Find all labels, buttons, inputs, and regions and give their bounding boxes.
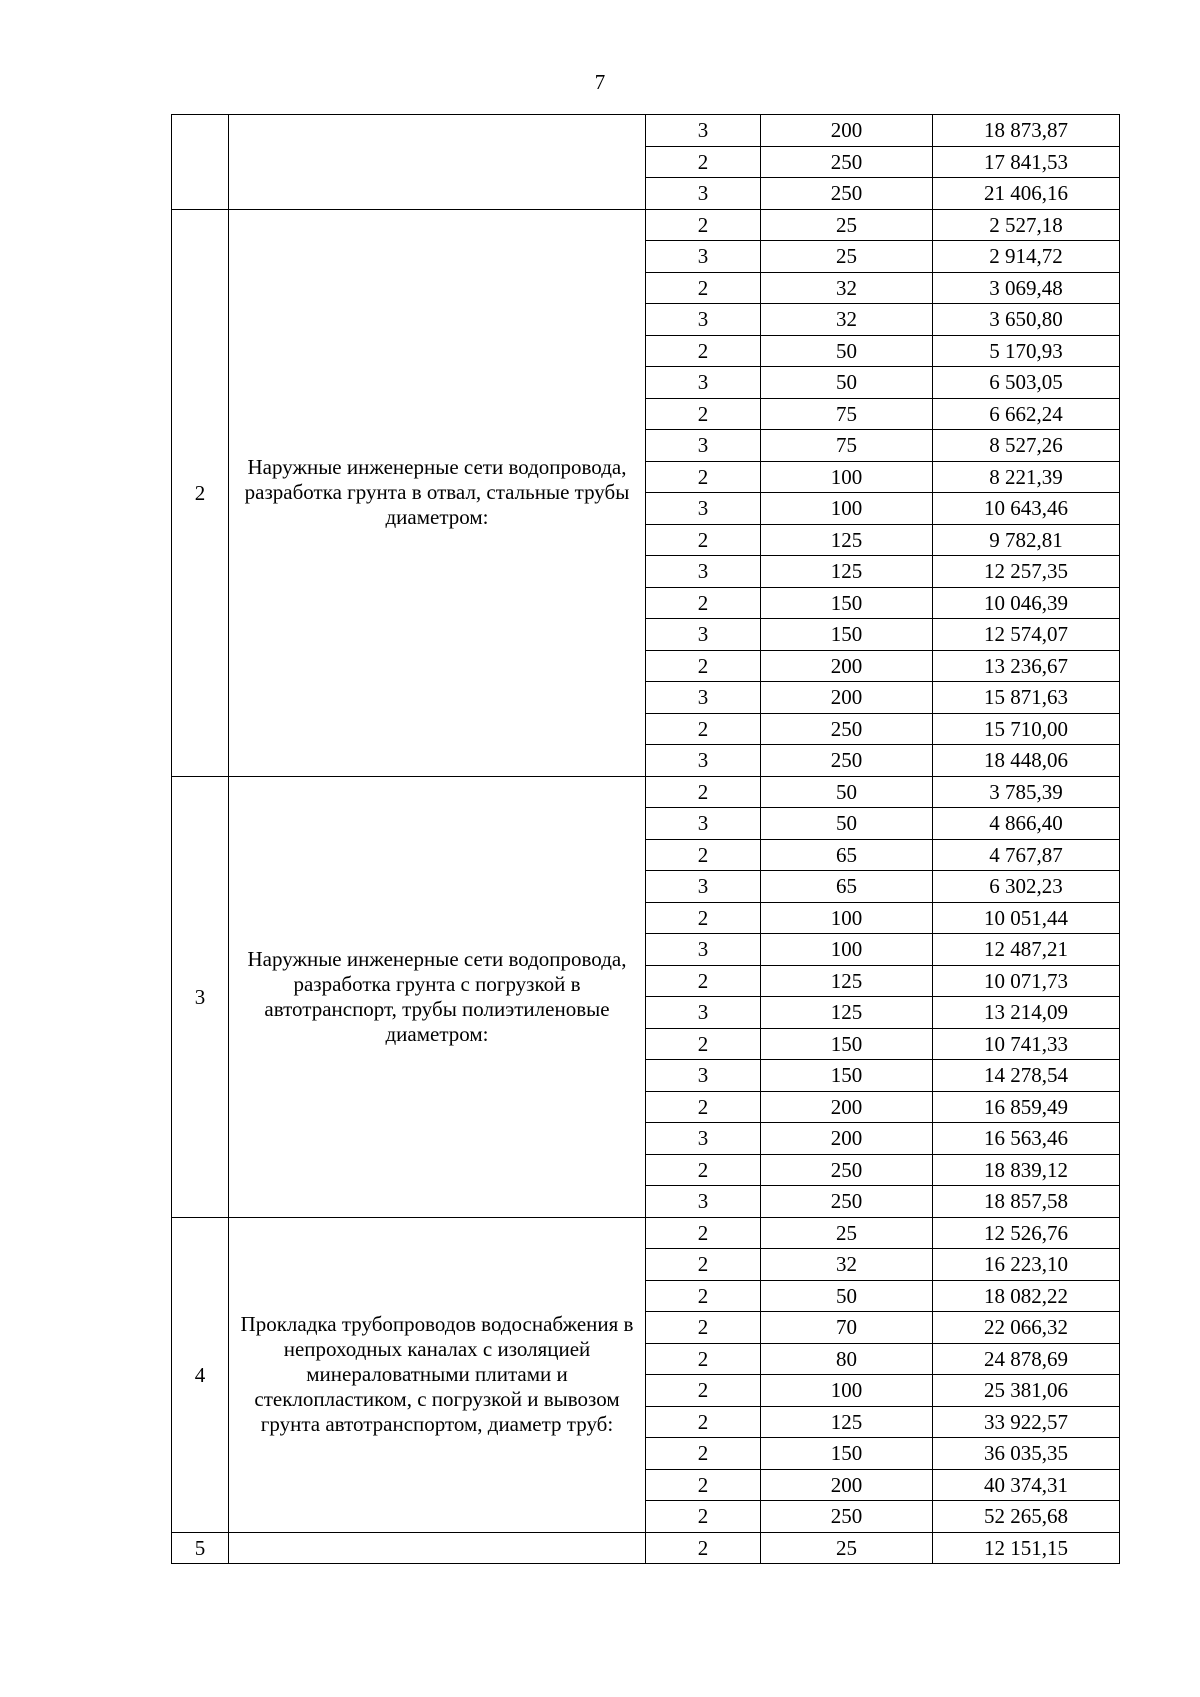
diameter-cell: 32 — [761, 1249, 933, 1281]
diameter-cell: 100 — [761, 461, 933, 493]
diameter-cell: 125 — [761, 556, 933, 588]
price-cell: 22 066,32 — [933, 1312, 1120, 1344]
table-row — [172, 776, 1120, 808]
category-cell: 2 — [646, 650, 761, 682]
group-number-cell: 3 — [172, 776, 229, 1217]
diameter-cell: 50 — [761, 367, 933, 399]
group-description-cell — [229, 1532, 646, 1564]
diameter-cell: 200 — [761, 682, 933, 714]
diameter-cell: 25 — [761, 241, 933, 273]
category-cell: 3 — [646, 115, 761, 147]
category-cell: 3 — [646, 745, 761, 777]
diameter-cell: 125 — [761, 965, 933, 997]
diameter-cell: 100 — [761, 493, 933, 525]
price-cell: 21 406,16 — [933, 178, 1120, 210]
price-cell: 8 527,26 — [933, 430, 1120, 462]
group-number-cell — [172, 115, 229, 210]
category-cell: 2 — [646, 461, 761, 493]
diameter-cell: 250 — [761, 713, 933, 745]
table-row — [172, 1532, 1120, 1564]
category-cell: 3 — [646, 304, 761, 336]
price-cell: 18 448,06 — [933, 745, 1120, 777]
price-table — [171, 114, 1120, 1564]
diameter-cell: 200 — [761, 115, 933, 147]
diameter-cell: 250 — [761, 1501, 933, 1533]
price-cell: 24 878,69 — [933, 1343, 1120, 1375]
diameter-cell: 70 — [761, 1312, 933, 1344]
diameter-cell: 250 — [761, 1154, 933, 1186]
price-cell: 12 257,35 — [933, 556, 1120, 588]
category-cell: 3 — [646, 430, 761, 462]
group-description-cell: Наружные инженерные сети водопровода, разработка грунта с погрузкой в автотранспорт, трубы полиэтиленовые диаметром: — [229, 776, 646, 1217]
price-cell: 13 214,09 — [933, 997, 1120, 1029]
price-cell: 2 527,18 — [933, 209, 1120, 241]
category-cell: 2 — [646, 776, 761, 808]
category-cell: 3 — [646, 1060, 761, 1092]
table-row — [172, 209, 1120, 241]
price-cell: 14 278,54 — [933, 1060, 1120, 1092]
category-cell: 2 — [646, 1028, 761, 1060]
diameter-cell: 75 — [761, 430, 933, 462]
category-cell: 3 — [646, 1186, 761, 1218]
category-cell: 3 — [646, 493, 761, 525]
category-cell: 2 — [646, 209, 761, 241]
price-cell: 52 265,68 — [933, 1501, 1120, 1533]
category-cell: 2 — [646, 1532, 761, 1564]
price-cell: 4 767,87 — [933, 839, 1120, 871]
diameter-cell: 50 — [761, 808, 933, 840]
price-cell: 16 223,10 — [933, 1249, 1120, 1281]
category-cell: 2 — [646, 1406, 761, 1438]
diameter-cell: 250 — [761, 146, 933, 178]
diameter-cell: 100 — [761, 934, 933, 966]
category-cell: 3 — [646, 367, 761, 399]
diameter-cell: 100 — [761, 902, 933, 934]
group-description-cell: Прокладка трубопроводов водоснабжения в непроходных каналах с изоляцией минераловатными плитами и стеклопластиком, с погрузкой и вывозом грунта автотранспортом, диаметр труб: — [229, 1217, 646, 1532]
category-cell: 2 — [646, 1154, 761, 1186]
diameter-cell: 250 — [761, 1186, 933, 1218]
category-cell: 2 — [646, 839, 761, 871]
diameter-cell: 250 — [761, 745, 933, 777]
category-cell: 3 — [646, 178, 761, 210]
price-cell: 12 487,21 — [933, 934, 1120, 966]
diameter-cell: 125 — [761, 1406, 933, 1438]
price-cell: 10 051,44 — [933, 902, 1120, 934]
price-cell: 3 069,48 — [933, 272, 1120, 304]
diameter-cell: 50 — [761, 1280, 933, 1312]
price-cell: 12 151,15 — [933, 1532, 1120, 1564]
group-number-cell: 5 — [172, 1532, 229, 1564]
category-cell: 2 — [646, 1312, 761, 1344]
category-cell: 3 — [646, 241, 761, 273]
price-cell: 10 643,46 — [933, 493, 1120, 525]
diameter-cell: 250 — [761, 178, 933, 210]
price-cell: 8 221,39 — [933, 461, 1120, 493]
price-cell: 18 839,12 — [933, 1154, 1120, 1186]
category-cell: 2 — [646, 1217, 761, 1249]
diameter-cell: 50 — [761, 776, 933, 808]
price-cell: 6 302,23 — [933, 871, 1120, 903]
price-cell: 3 785,39 — [933, 776, 1120, 808]
diameter-cell: 200 — [761, 1469, 933, 1501]
price-cell: 33 922,57 — [933, 1406, 1120, 1438]
price-cell: 10 046,39 — [933, 587, 1120, 619]
diameter-cell: 200 — [761, 1091, 933, 1123]
group-description-cell — [229, 115, 646, 210]
price-cell: 9 782,81 — [933, 524, 1120, 556]
category-cell: 3 — [646, 997, 761, 1029]
diameter-cell: 150 — [761, 1438, 933, 1470]
category-cell: 3 — [646, 682, 761, 714]
price-cell: 15 710,00 — [933, 713, 1120, 745]
price-cell: 6 662,24 — [933, 398, 1120, 430]
diameter-cell: 50 — [761, 335, 933, 367]
category-cell: 2 — [646, 335, 761, 367]
category-cell: 2 — [646, 1469, 761, 1501]
category-cell: 3 — [646, 808, 761, 840]
table-row — [172, 115, 1120, 147]
category-cell: 2 — [646, 1091, 761, 1123]
diameter-cell: 32 — [761, 304, 933, 336]
category-cell: 2 — [646, 587, 761, 619]
diameter-cell: 150 — [761, 619, 933, 651]
table-body — [172, 115, 1120, 1564]
category-cell: 2 — [646, 1375, 761, 1407]
diameter-cell: 25 — [761, 209, 933, 241]
diameter-cell: 125 — [761, 524, 933, 556]
diameter-cell: 75 — [761, 398, 933, 430]
table-row — [172, 1217, 1120, 1249]
diameter-cell: 25 — [761, 1532, 933, 1564]
category-cell: 2 — [646, 398, 761, 430]
category-cell: 2 — [646, 1438, 761, 1470]
price-cell: 4 866,40 — [933, 808, 1120, 840]
price-cell: 16 563,46 — [933, 1123, 1120, 1155]
price-cell: 10 741,33 — [933, 1028, 1120, 1060]
price-cell: 18 873,87 — [933, 115, 1120, 147]
diameter-cell: 100 — [761, 1375, 933, 1407]
category-cell: 2 — [646, 1249, 761, 1281]
price-cell: 5 170,93 — [933, 335, 1120, 367]
group-number-cell: 2 — [172, 209, 229, 776]
price-cell: 12 574,07 — [933, 619, 1120, 651]
group-description-cell: Наружные инженерные сети водопровода, разработка грунта в отвал, стальные трубы диаметром: — [229, 209, 646, 776]
diameter-cell: 32 — [761, 272, 933, 304]
price-cell: 18 857,58 — [933, 1186, 1120, 1218]
category-cell: 3 — [646, 871, 761, 903]
diameter-cell: 150 — [761, 1060, 933, 1092]
diameter-cell: 200 — [761, 650, 933, 682]
category-cell: 2 — [646, 1343, 761, 1375]
price-cell: 10 071,73 — [933, 965, 1120, 997]
diameter-cell: 25 — [761, 1217, 933, 1249]
price-cell: 2 914,72 — [933, 241, 1120, 273]
diameter-cell: 200 — [761, 1123, 933, 1155]
diameter-cell: 65 — [761, 839, 933, 871]
diameter-cell: 80 — [761, 1343, 933, 1375]
price-cell: 13 236,67 — [933, 650, 1120, 682]
category-cell: 2 — [646, 146, 761, 178]
category-cell: 2 — [646, 272, 761, 304]
category-cell: 3 — [646, 934, 761, 966]
category-cell: 2 — [646, 1280, 761, 1312]
diameter-cell: 150 — [761, 1028, 933, 1060]
category-cell: 3 — [646, 619, 761, 651]
group-number-cell: 4 — [172, 1217, 229, 1532]
price-cell: 36 035,35 — [933, 1438, 1120, 1470]
diameter-cell: 125 — [761, 997, 933, 1029]
price-cell: 40 374,31 — [933, 1469, 1120, 1501]
diameter-cell: 150 — [761, 587, 933, 619]
category-cell: 2 — [646, 902, 761, 934]
price-cell: 18 082,22 — [933, 1280, 1120, 1312]
category-cell: 2 — [646, 965, 761, 997]
price-cell: 16 859,49 — [933, 1091, 1120, 1123]
category-cell: 2 — [646, 524, 761, 556]
page-number: 7 — [594, 70, 606, 94]
price-cell: 12 526,76 — [933, 1217, 1120, 1249]
diameter-cell: 65 — [761, 871, 933, 903]
price-cell: 3 650,80 — [933, 304, 1120, 336]
price-cell: 17 841,53 — [933, 146, 1120, 178]
category-cell: 3 — [646, 556, 761, 588]
category-cell: 3 — [646, 1123, 761, 1155]
category-cell: 2 — [646, 713, 761, 745]
category-cell: 2 — [646, 1501, 761, 1533]
price-cell: 25 381,06 — [933, 1375, 1120, 1407]
price-cell: 15 871,63 — [933, 682, 1120, 714]
price-cell: 6 503,05 — [933, 367, 1120, 399]
